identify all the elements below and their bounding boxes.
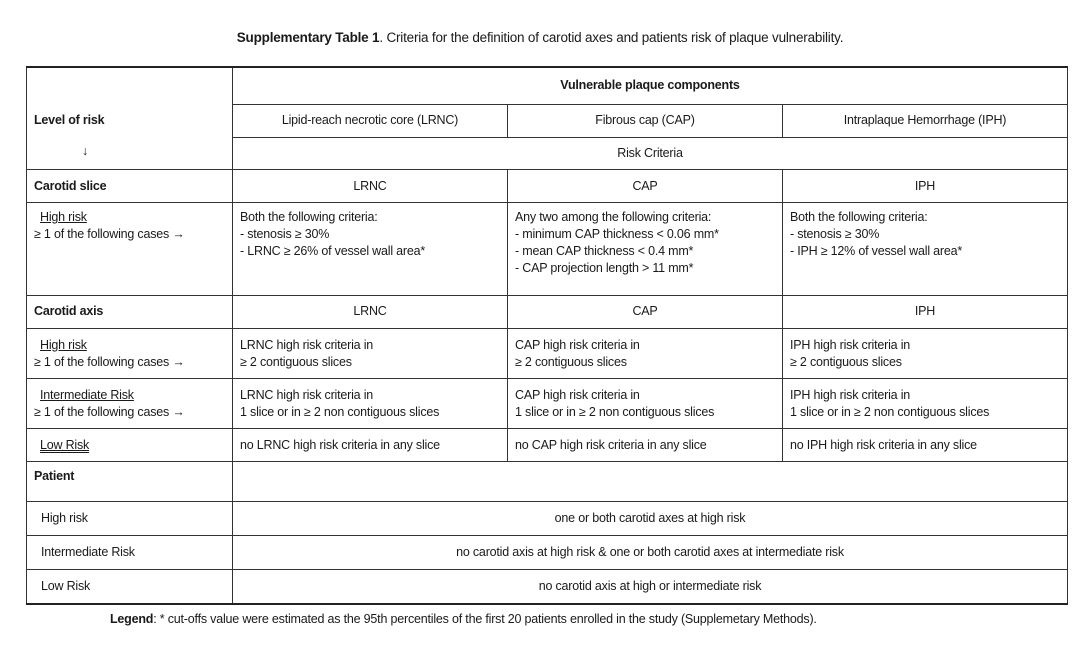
slice-lrnc-header: LRNC [233,170,508,203]
table-caption [0,30,1080,45]
level-of-risk-header [27,67,233,170]
slice-cap-header: CAP [508,170,783,203]
slice-high-risk-label-cell [27,203,233,296]
criteria-line: - LRNC ≥ 26% of vessel wall area* [240,244,426,259]
criteria-line: - mean CAP thickness < 0.4 mm* [515,244,694,259]
criteria-line: IPH high risk criteria in [790,387,911,402]
level-of-risk-label: Level of risk [34,113,105,127]
table-row [27,67,1068,104]
axis-low-risk-label-cell [27,429,233,461]
table-row [27,536,1068,570]
criteria-table [26,66,1068,605]
axis-intermediate-risk-lrnc [233,379,508,429]
table-row [27,295,1068,328]
criteria-line: IPH high risk criteria in [790,337,911,352]
carotid-slice-title: Carotid slice [27,170,233,203]
slice-high-risk-sub: ≥ 1 of the following cases → [34,227,185,242]
criteria-line: 1 slice or in ≥ 2 non contiguous slices [515,404,715,419]
component-iph-header: Intraplaque Hemorrhage (IPH) [783,104,1068,137]
component-lrnc-header: Lipid-reach necrotic core (LRNC) [233,104,508,137]
table-row [27,570,1068,604]
table-row [27,461,1068,501]
carotid-axis-title: Carotid axis [27,295,233,328]
patient-low-risk-label: Low Risk [27,570,233,604]
table-row [27,501,1068,535]
patient-title: Patient [27,461,233,501]
axis-intermediate-risk-sub: ≥ 1 of the following cases → [34,404,185,419]
table-row [27,203,1068,296]
patient-low-risk-value: no carotid axis at high or intermediate risk [233,570,1068,604]
criteria-line: - minimum CAP thickness < 0.06 mm* [515,227,719,242]
axis-high-risk-label-cell [27,328,233,378]
axis-intermediate-risk-cap [508,379,783,429]
criteria-line: Both the following criteria: [240,210,378,225]
axis-iph-header: IPH [783,295,1068,328]
criteria-line: ≥ 2 contiguous slices [240,354,352,369]
axis-high-risk-lrnc [233,328,508,378]
slice-iph-header: IPH [783,170,1068,203]
criteria-line: 1 slice or in ≥ 2 non contiguous slices [240,404,440,419]
axis-intermediate-risk-label-cell [27,379,233,429]
criteria-line: LRNC high risk criteria in [240,387,374,402]
criteria-line: CAP high risk criteria in [515,337,640,352]
slice-high-risk-iph [783,203,1068,296]
caption-text: . Criteria for the definition of carotid axes and patients risk of plaque vulnerability. [379,30,844,45]
criteria-line: ≥ 2 contiguous slices [790,354,902,369]
table-row [27,170,1068,203]
criteria-line: - stenosis ≥ 30% [240,227,330,242]
table-row [27,328,1068,378]
criteria-line: CAP high risk criteria in [515,387,640,402]
criteria-line: - IPH ≥ 12% of vessel wall area* [790,244,963,259]
criteria-line: ≥ 2 contiguous slices [515,354,627,369]
axis-high-risk-iph [783,328,1068,378]
patient-empty-cell [233,461,1068,501]
axis-high-risk-cap [508,328,783,378]
criteria-line: - stenosis ≥ 30% [790,227,880,242]
arrow-down-icon: ↓ [82,144,89,158]
component-cap-header: Fibrous cap (CAP) [508,104,783,137]
criteria-line: - CAP projection length > 11 mm* [515,261,694,276]
risk-criteria-header: Risk Criteria [233,137,1068,169]
table-legend [110,612,817,626]
criteria-line: LRNC high risk criteria in [240,337,374,352]
patient-high-risk-value: one or both carotid axes at high risk [233,501,1068,535]
axis-high-risk-label: High risk [40,337,87,352]
table-row [27,429,1068,461]
slice-high-risk-label: High risk [40,210,87,225]
axis-cap-header: CAP [508,295,783,328]
slice-high-risk-cap [508,203,783,296]
criteria-line: 1 slice or in ≥ 2 non contiguous slices [790,404,990,419]
legend-text: : * cut-offs value were estimated as the 95th percentiles of the first 20 patients enrolled in the study (Supplemetary Methods). [153,612,817,626]
axis-intermediate-risk-label: Intermediate Risk [40,387,134,402]
vulnerable-components-header: Vulnerable plaque components [233,67,1068,104]
caption-label: Supplementary Table 1 [236,30,380,45]
axis-lrnc-header: LRNC [233,295,508,328]
axis-low-risk-iph: no IPH high risk criteria in any slice [783,429,1068,461]
axis-intermediate-risk-iph [783,379,1068,429]
axis-low-risk-lrnc: no LRNC high risk criteria in any slice [233,429,508,461]
axis-low-risk-cap: no CAP high risk criteria in any slice [508,429,783,461]
slice-high-risk-lrnc [233,203,508,296]
patient-high-risk-label: High risk [27,501,233,535]
criteria-line: Any two among the following criteria: [515,210,712,225]
criteria-line: Both the following criteria: [790,210,928,225]
axis-high-risk-sub: ≥ 1 of the following cases → [34,354,185,369]
legend-label: Legend [110,612,154,626]
axis-low-risk-label: Low Risk [40,437,90,452]
patient-intermediate-risk-label: Intermediate Risk [27,536,233,570]
patient-intermediate-risk-value: no carotid axis at high risk & one or both carotid axes at intermediate risk [233,536,1068,570]
table-row [27,379,1068,429]
